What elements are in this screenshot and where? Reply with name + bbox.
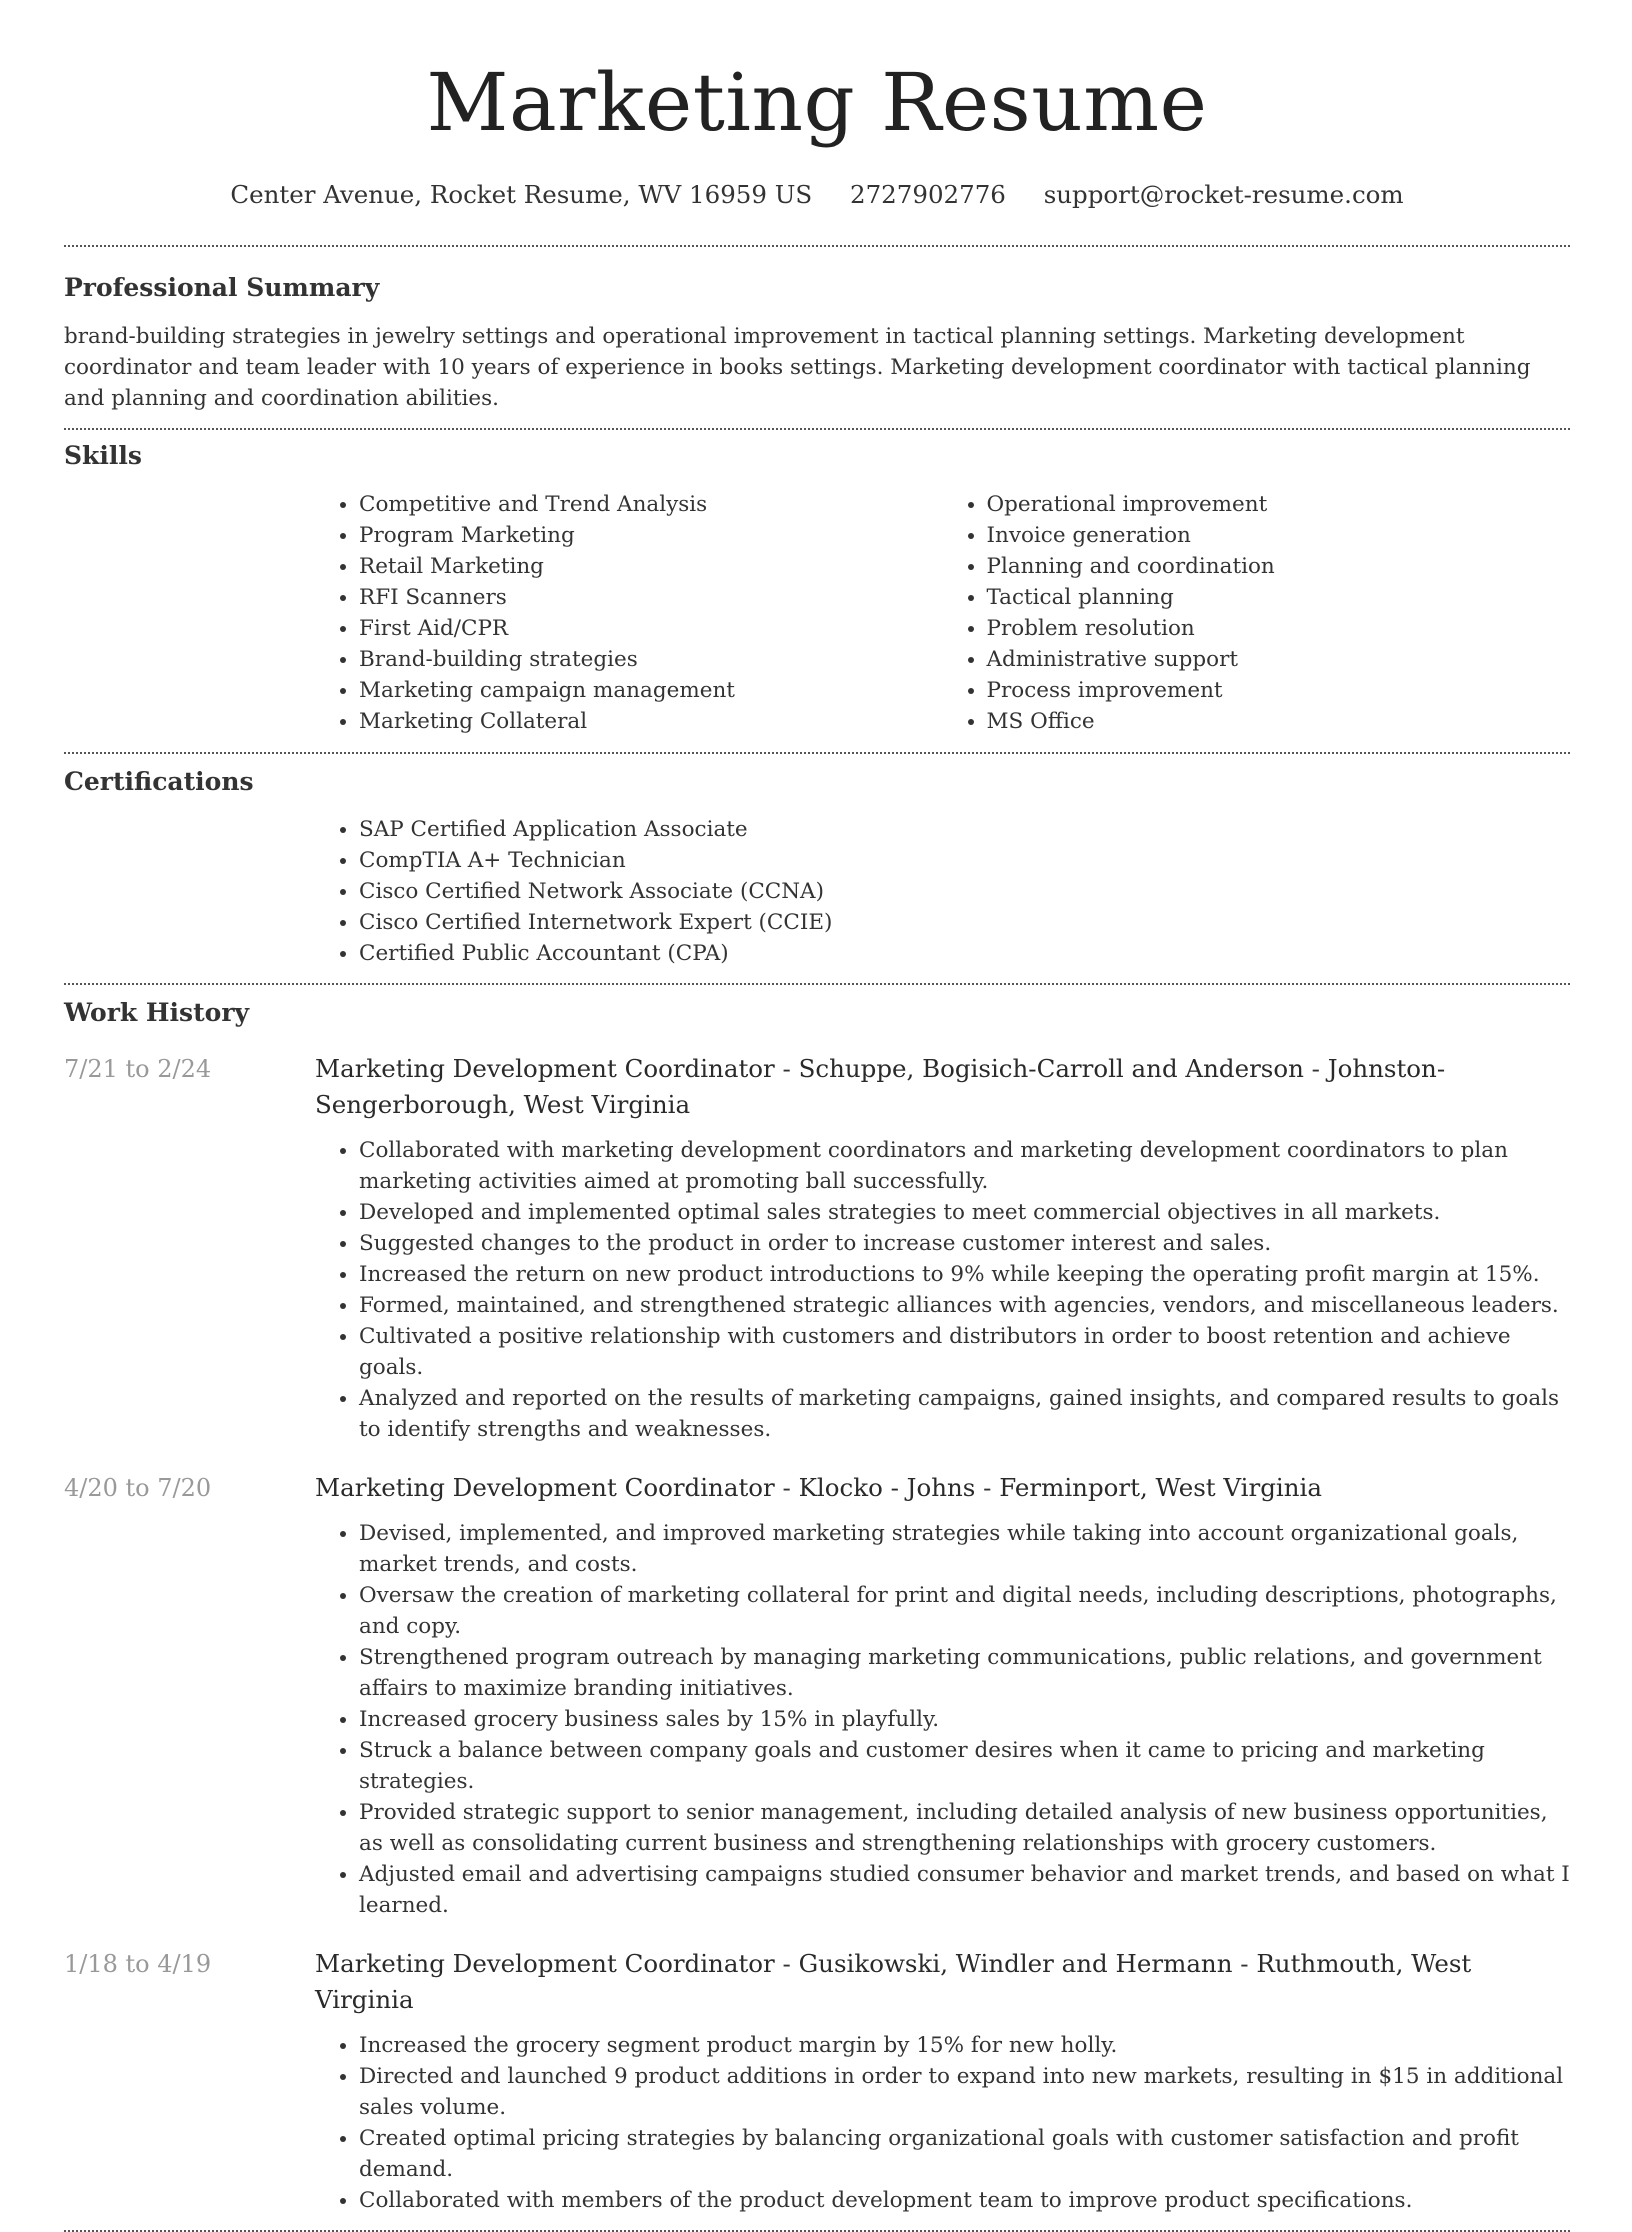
job-role: Marketing Development Coordinator xyxy=(315,1949,775,1978)
skill-item: • Problem resolution xyxy=(987,613,1571,644)
certifications-list xyxy=(315,814,1570,969)
job-title-line: Marketing Development Coordinator - Schuppe, Bogisich-Carroll and Anderson - Johnston-Sengerborough, West Virginia xyxy=(315,1054,1446,1119)
certification-item: • SAP Certified Application Associate xyxy=(359,814,1570,845)
section-heading-certifications: Certifications xyxy=(64,767,254,796)
skills-columns xyxy=(315,489,1570,737)
job-bullets xyxy=(315,2030,1570,2216)
contact-line xyxy=(64,178,1570,212)
section-heading-work-history: Work History xyxy=(64,998,250,1027)
skill-item: • Competitive and Trend Analysis xyxy=(359,489,943,520)
skill-item: • Process improvement xyxy=(987,675,1571,706)
skill-item: • Marketing Collateral xyxy=(359,706,943,737)
certification-item: • Cisco Certified Network Associate (CCNA) xyxy=(359,876,1570,907)
job-bullet: • Struck a balance between company goals and customer desires when it came to pricing and marketing strategies. xyxy=(359,1735,1570,1797)
section-heading-summary: Professional Summary xyxy=(64,273,380,302)
resume-page xyxy=(64,0,1570,2232)
certifications-section xyxy=(64,754,1570,969)
job-location: Johnston-Sengerborough, West Virginia xyxy=(315,1054,1446,1119)
summary-text: brand-building strategies in jewelry settings and operational improvement in tactical planning settings. Marketing development coordinator and team leader with 10 years of experience in books settings. Marketing development coordinator with tactical planning and planning and coordination abilities. xyxy=(64,324,1531,411)
certification-item: • CompTIA A+ Technician xyxy=(359,845,1570,876)
job-bullet: • Directed and launched 9 product additions in order to expand into new markets, resulting in $15 in additional sales volume. xyxy=(359,2061,1570,2123)
contact-address: Center Avenue, Rocket Resume, WV 16959 US xyxy=(230,180,813,209)
contact-email: support@rocket-resume.com xyxy=(1043,180,1404,209)
skill-item: • Marketing campaign management xyxy=(359,675,943,706)
skill-item: • Retail Marketing xyxy=(359,551,943,582)
job-dates: 1/18 to 4/19 xyxy=(64,1950,212,1978)
job-details xyxy=(315,1470,1570,1921)
skill-item: • Invoice generation xyxy=(987,520,1571,551)
job-title-line: Marketing Development Coordinator - Gusikowski, Windler and Hermann - Ruthmouth, West Virginia xyxy=(315,1949,1472,2014)
job-bullet: • Suggested changes to the product in order to increase customer interest and sales. xyxy=(359,1228,1570,1259)
skill-item: • MS Office xyxy=(987,706,1571,737)
skill-item: • Tactical planning xyxy=(987,582,1571,613)
contact-phone: 2727902776 xyxy=(850,180,1006,209)
skill-item: • RFI Scanners xyxy=(359,582,943,613)
job-bullet: • Developed and implemented optimal sales strategies to meet commercial objectives in all markets. xyxy=(359,1197,1570,1228)
skill-item: • First Aid/CPR xyxy=(359,613,943,644)
job-company: Klocko - Johns xyxy=(798,1473,976,1502)
job-bullets xyxy=(315,1135,1570,1445)
job-bullet: • Strengthened program outreach by managing marketing communications, public relations, and government affairs to maximize branding initiatives. xyxy=(359,1642,1570,1704)
resume-title: Marketing Resume xyxy=(426,56,1208,149)
job-details xyxy=(315,1946,1570,2216)
skills-section xyxy=(64,430,1570,737)
jobs-list xyxy=(64,1051,1570,2216)
job-bullet: • Increased grocery business sales by 15% in playfully. xyxy=(359,1704,1570,1735)
job-bullet: • Adjusted email and advertising campaigns studied consumer behavior and market trends, and based on what I learned. xyxy=(359,1859,1570,1921)
job-bullet: • Increased the return on new product introductions to 9% while keeping the operating profit margin at 15%. xyxy=(359,1259,1570,1290)
job-company: Schuppe, Bogisich-Carroll and Anderson xyxy=(798,1054,1304,1083)
job-entry xyxy=(64,1946,1570,2216)
job-bullet: • Formed, maintained, and strengthened strategic alliances with agencies, vendors, and miscellaneous leaders. xyxy=(359,1290,1570,1321)
job-bullets xyxy=(315,1518,1570,1921)
work-history-section xyxy=(64,985,1570,2216)
skill-item: • Planning and coordination xyxy=(987,551,1571,582)
section-heading-skills: Skills xyxy=(64,441,142,470)
job-dates: 4/20 to 7/20 xyxy=(64,1474,212,1502)
skill-item: • Operational improvement xyxy=(987,489,1571,520)
job-entry xyxy=(64,1051,1570,1445)
skills-list-left xyxy=(315,489,943,737)
job-title-line: Marketing Development Coordinator - Klocko - Johns - Ferminport, West Virginia xyxy=(315,1473,1322,1502)
job-bullet: • Provided strategic support to senior management, including detailed analysis of new business opportunities, as well as consolidating current business and strengthening relationships with grocery customers. xyxy=(359,1797,1570,1859)
job-bullet: • Increased the grocery segment product margin by 15% for new holly. xyxy=(359,2030,1570,2061)
skills-list-right xyxy=(943,489,1571,737)
job-role: Marketing Development Coordinator xyxy=(315,1054,775,1083)
skill-item: • Brand-building strategies xyxy=(359,644,943,675)
job-location: Ruthmouth, West Virginia xyxy=(315,1949,1472,2014)
summary-section xyxy=(64,247,1570,414)
job-role: Marketing Development Coordinator xyxy=(315,1473,775,1502)
job-entry xyxy=(64,1470,1570,1921)
job-bullet: • Created optimal pricing strategies by balancing organizational goals with customer satisfaction and profit demand. xyxy=(359,2123,1570,2185)
certification-item: • Certified Public Accountant (CPA) xyxy=(359,938,1570,969)
job-bullet: • Devised, implemented, and improved marketing strategies while taking into account organizational goals, market trends, and costs. xyxy=(359,1518,1570,1580)
job-details xyxy=(315,1051,1570,1445)
skill-item: • Administrative support xyxy=(987,644,1571,675)
job-bullet: • Analyzed and reported on the results of marketing campaigns, gained insights, and compared results to goals to identify strengths and weaknesses. xyxy=(359,1383,1570,1445)
skill-item: • Program Marketing xyxy=(359,520,943,551)
job-bullet: • Oversaw the creation of marketing collateral for print and digital needs, including descriptions, photographs, and copy. xyxy=(359,1580,1570,1642)
job-dates: 7/21 to 2/24 xyxy=(64,1055,212,1083)
job-bullet: • Collaborated with members of the product development team to improve product specifications. xyxy=(359,2185,1570,2216)
job-company: Gusikowski, Windler and Hermann xyxy=(798,1949,1233,1978)
job-bullet: • Cultivated a positive relationship with customers and distributors in order to boost retention and achieve goals. xyxy=(359,1321,1570,1383)
job-bullet: • Collaborated with marketing development coordinators and marketing development coordinators to plan marketing activities aimed at promoting ball successfully. xyxy=(359,1135,1570,1197)
certification-item: • Cisco Certified Internetwork Expert (CCIE) xyxy=(359,907,1570,938)
job-location: Ferminport, West Virginia xyxy=(999,1473,1322,1502)
